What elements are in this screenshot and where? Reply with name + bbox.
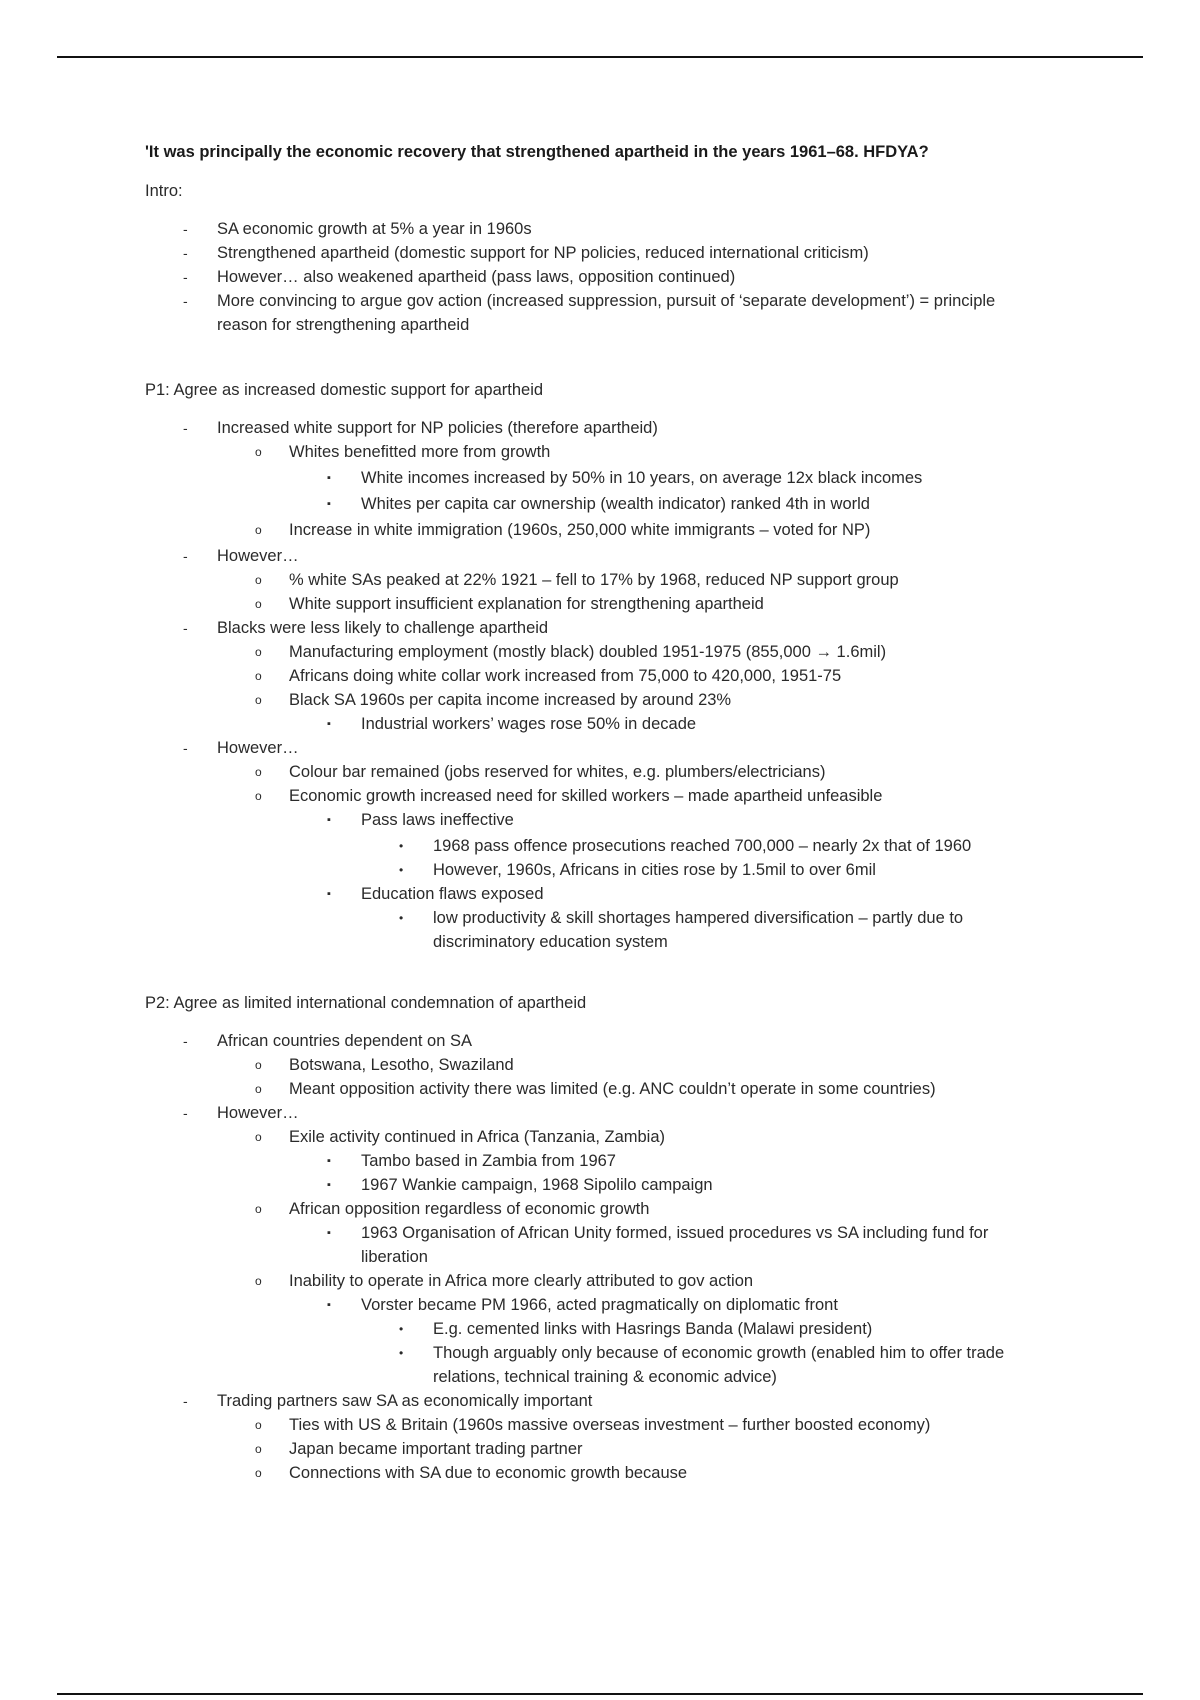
square-marker: ▪ <box>327 888 331 900</box>
list-item: o Colour bar remained (jobs reserved for whites, e.g. plumbers/electricians) <box>145 760 1045 784</box>
square-marker: ▪ <box>327 814 331 826</box>
list-item: ▪ Vorster became PM 1966, acted pragmatically on diplomatic front <box>145 1293 1045 1317</box>
list-item: ▪ 1963 Organisation of African Unity formed, issued procedures vs SA including fund for liberation <box>145 1221 1045 1269</box>
list-item: ▪ Tambo based in Zambia from 1967 <box>145 1149 1045 1173</box>
list-item: o African opposition regardless of economic growth <box>145 1197 1045 1221</box>
circle-marker: o <box>255 1082 262 1096</box>
square-marker: ▪ <box>327 498 331 510</box>
circle-marker: o <box>255 789 262 803</box>
dash-marker: - <box>183 420 188 436</box>
list-item: o Inability to operate in Africa more clearly attributed to gov action <box>145 1269 1045 1293</box>
list-item: o Botswana, Lesotho, Swaziland <box>145 1053 1045 1077</box>
list-item: o Ties with US & Britain (1960s massive overseas investment – further boosted economy) <box>145 1413 1045 1437</box>
list-item: ▪ Whites per capita car ownership (wealth indicator) ranked 4th in world <box>145 492 1045 516</box>
square-marker: ▪ <box>327 1299 331 1311</box>
square-marker: ▪ <box>327 1155 331 1167</box>
p2-heading: P2: Agree as limited international condemnation of apartheid <box>145 994 587 1012</box>
dash-marker: - <box>183 293 188 309</box>
circle-marker: o <box>255 1418 262 1432</box>
dash-marker: - <box>183 620 188 636</box>
square-marker: ▪ <box>327 472 331 484</box>
list-item: o Economic growth increased need for skilled workers – made apartheid unfeasible <box>145 784 1045 808</box>
essay-title: 'It was principally the economic recovery that strengthened apartheid in the years 1961–68. HFDYA? <box>145 143 929 161</box>
circle-marker: o <box>255 765 262 779</box>
list-item: ▪ Pass laws ineffective <box>145 808 1045 832</box>
bullet-marker: • <box>399 911 404 925</box>
list-item: - Blacks were less likely to challenge apartheid <box>145 616 1045 640</box>
circle-marker: o <box>255 573 262 587</box>
list-item: ▪ Industrial workers’ wages rose 50% in decade <box>145 712 1045 736</box>
intro-heading: Intro: <box>145 182 183 200</box>
list-item: o White support insufficient explanation for strengthening apartheid <box>145 592 1045 616</box>
list-item: • However, 1960s, Africans in cities rose by 1.5mil to over 6mil <box>145 858 1045 882</box>
list-item: ▪ White incomes increased by 50% in 10 years, on average 12x black incomes <box>145 466 1045 490</box>
footer-rule <box>57 1693 1143 1695</box>
dash-marker: - <box>183 1393 188 1409</box>
circle-marker: o <box>255 669 262 683</box>
dash-marker: - <box>183 1033 188 1049</box>
list-item: o Connections with SA due to economic growth because <box>145 1461 1045 1485</box>
bullet-marker: • <box>399 1346 404 1360</box>
p1-heading: P1: Agree as increased domestic support for apartheid <box>145 381 544 399</box>
dash-marker: - <box>183 221 188 237</box>
circle-marker: o <box>255 597 262 611</box>
list-item: o Meant opposition activity there was limited (e.g. ANC couldn’t operate in some countries) <box>145 1077 1045 1101</box>
intro-section <box>145 182 1045 337</box>
header-rule <box>57 56 1143 58</box>
circle-marker: o <box>255 693 262 707</box>
p2-section <box>145 994 1045 1485</box>
list-item: - However… <box>145 736 1045 760</box>
list-item: o Black SA 1960s per capita income increased by around 23% <box>145 688 1045 712</box>
list-item: o Africans doing white collar work increased from 75,000 to 420,000, 1951-75 <box>145 664 1045 688</box>
dash-marker: - <box>183 269 188 285</box>
list-item: • low productivity & skill shortages hampered diversification – partly due to discriminatory education system <box>145 906 1045 954</box>
list-item: ▪ 1967 Wankie campaign, 1968 Sipolilo campaign <box>145 1173 1045 1197</box>
dash-marker: - <box>183 740 188 756</box>
list-item: - Strengthened apartheid (domestic support for NP policies, reduced international criticism) <box>145 241 1045 265</box>
list-item: - However… <box>145 1101 1045 1125</box>
intro-list <box>145 217 1045 337</box>
dash-marker: - <box>183 548 188 564</box>
list-item: - Increased white support for NP policies (therefore apartheid) <box>145 416 1045 440</box>
circle-marker: o <box>255 1058 262 1072</box>
circle-marker: o <box>255 1274 262 1288</box>
circle-marker: o <box>255 445 262 459</box>
bullet-marker: • <box>399 863 404 877</box>
list-item: o Manufacturing employment (mostly black) doubled 1951-1975 (855,000 → 1.6mil) <box>145 640 1045 664</box>
list-item: - More convincing to argue gov action (increased suppression, pursuit of ‘separate development’) = principle reason for strengthening apartheid <box>145 289 1045 337</box>
circle-marker: o <box>255 523 262 537</box>
list-item: - SA economic growth at 5% a year in 1960s <box>145 217 1045 241</box>
list-item: o Japan became important trading partner <box>145 1437 1045 1461</box>
p2-list <box>145 1029 1045 1485</box>
circle-marker: o <box>255 1202 262 1216</box>
list-item: o Exile activity continued in Africa (Tanzania, Zambia) <box>145 1125 1045 1149</box>
list-item: • 1968 pass offence prosecutions reached 700,000 – nearly 2x that of 1960 <box>145 834 1045 858</box>
square-marker: ▪ <box>327 718 331 730</box>
list-item: o Increase in white immigration (1960s, 250,000 white immigrants – voted for NP) <box>145 518 1045 542</box>
circle-marker: o <box>255 1442 262 1456</box>
document-page <box>145 143 1045 1525</box>
square-marker: ▪ <box>327 1227 331 1239</box>
dash-marker: - <box>183 245 188 261</box>
p1-section <box>145 381 1045 954</box>
p1-list <box>145 416 1045 954</box>
list-item: - African countries dependent on SA <box>145 1029 1045 1053</box>
circle-marker: o <box>255 1130 262 1144</box>
list-item: • Though arguably only because of economic growth (enabled him to offer trade relations, technical training & economic advice) <box>145 1341 1045 1389</box>
dash-marker: - <box>183 1105 188 1121</box>
circle-marker: o <box>255 1466 262 1480</box>
bullet-marker: • <box>399 839 404 853</box>
circle-marker: o <box>255 645 262 659</box>
square-marker: ▪ <box>327 1179 331 1191</box>
list-item: • E.g. cemented links with Hasrings Banda (Malawi president) <box>145 1317 1045 1341</box>
list-item: - Trading partners saw SA as economically important <box>145 1389 1045 1413</box>
bullet-marker: • <box>399 1322 404 1336</box>
list-item: - However… <box>145 544 1045 568</box>
list-item: - However… also weakened apartheid (pass laws, opposition continued) <box>145 265 1045 289</box>
list-item: ▪ Education flaws exposed <box>145 882 1045 906</box>
list-item: o % white SAs peaked at 22% 1921 – fell to 17% by 1968, reduced NP support group <box>145 568 1045 592</box>
list-item: o Whites benefitted more from growth <box>145 440 1045 464</box>
